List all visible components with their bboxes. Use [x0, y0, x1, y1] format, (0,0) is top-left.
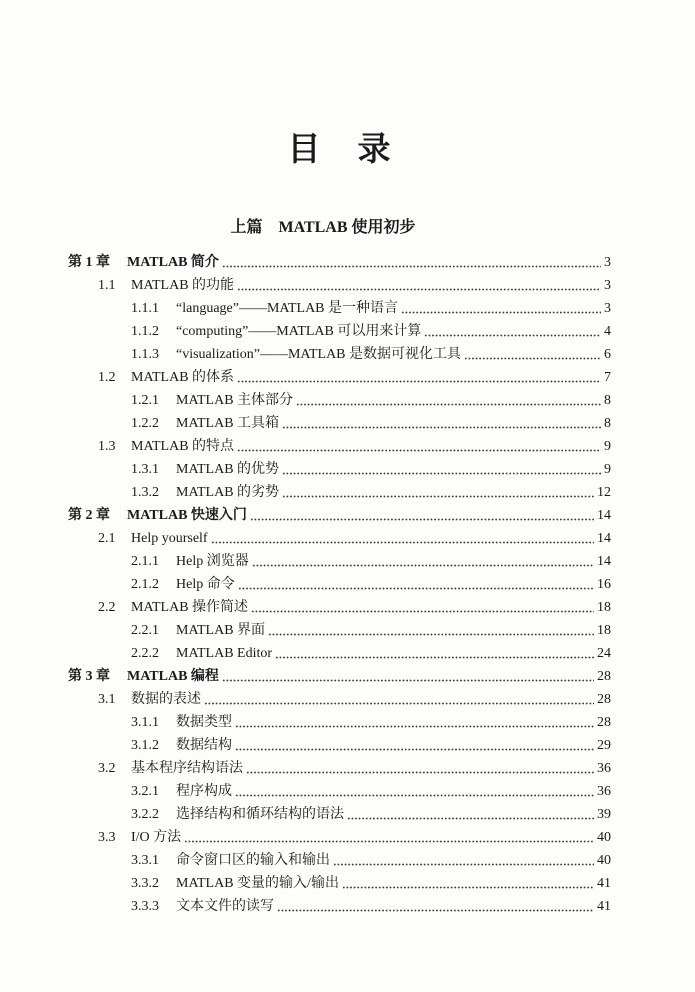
toc-subsection-row [68, 619, 611, 642]
dot-leader [235, 725, 594, 728]
dot-leader [250, 518, 594, 521]
dot-leader [222, 265, 601, 268]
toc-subsection-row [68, 389, 611, 412]
page-number: 39 [597, 807, 611, 822]
section-number: 3.1 [98, 692, 116, 707]
subsection-title: MATLAB 的劣势 [176, 485, 280, 500]
chapter-number: 第 2 章 [68, 508, 110, 523]
page-number: 36 [597, 784, 611, 799]
page-number: 16 [597, 577, 611, 592]
subsection-number: 3.3.3 [131, 899, 159, 914]
subsection-title: “language”——MATLAB 是一种语言 [176, 301, 399, 316]
subsection-number: 3.3.1 [131, 853, 159, 868]
dot-leader [464, 357, 601, 360]
page-number: 41 [597, 899, 611, 914]
toc-subsection-row [68, 711, 611, 734]
toc-chapter-row [68, 251, 611, 274]
subsection-number: 2.1.1 [131, 554, 159, 569]
section-title: 数据的表述 [131, 692, 201, 707]
page-number: 3 [604, 255, 611, 270]
section-title: I/O 方法 [131, 830, 182, 845]
subsection-title: 程序构成 [176, 784, 232, 799]
toc-chapter-row [68, 504, 611, 527]
dot-leader [235, 748, 594, 751]
subsection-number: 1.2.2 [131, 416, 159, 431]
page-number: 40 [597, 853, 611, 868]
section-number: 3.2 [98, 761, 116, 776]
subsection-number: 1.2.1 [131, 393, 159, 408]
section-number: 1.2 [98, 370, 116, 385]
toc-subsection-row [68, 481, 611, 504]
dot-leader [296, 403, 601, 406]
toc-subsection-row [68, 343, 611, 366]
page-number: 24 [597, 646, 611, 661]
part-heading: 上篇 MATLAB 使用初步 [230, 219, 416, 236]
section-number: 2.1 [98, 531, 116, 546]
toc-chapter-row [68, 665, 611, 688]
subsection-number: 1.3.1 [131, 462, 159, 477]
dot-leader [347, 817, 594, 820]
dot-leader [282, 426, 601, 429]
subsection-number: 1.1.1 [131, 301, 159, 316]
toc-subsection-row [68, 573, 611, 596]
dot-leader [277, 909, 594, 912]
page-number: 36 [597, 761, 611, 776]
toc-subsection-row [68, 803, 611, 826]
page-number: 28 [597, 669, 611, 684]
dot-leader [251, 610, 594, 613]
page-number: 28 [597, 692, 611, 707]
toc-subsection-row [68, 412, 611, 435]
table-of-contents [68, 251, 611, 918]
toc-subsection-row [68, 297, 611, 320]
dot-leader [204, 702, 594, 705]
page-number: 29 [597, 738, 611, 753]
subsection-number: 3.1.1 [131, 715, 159, 730]
toc-section-row [68, 366, 611, 389]
subsection-title: 选择结构和循环结构的语法 [176, 807, 344, 822]
toc-subsection-row [68, 895, 611, 918]
chapter-number: 第 1 章 [68, 255, 110, 270]
subsection-title: MATLAB 界面 [176, 623, 266, 638]
section-title: MATLAB 的特点 [131, 439, 235, 454]
toc-subsection-row [68, 458, 611, 481]
subsection-number: 2.2.1 [131, 623, 159, 638]
dot-leader [252, 564, 594, 567]
toc-subsection-row [68, 872, 611, 895]
toc-subsection-row [68, 642, 611, 665]
subsection-title: 命令窗口区的输入和输出 [176, 853, 330, 868]
toc-section-row [68, 688, 611, 711]
page-number: 3 [604, 301, 611, 316]
subsection-title: “visualization”——MATLAB 是数据可视化工具 [176, 347, 462, 362]
page-number: 9 [604, 462, 611, 477]
page-number: 6 [604, 347, 611, 362]
subsection-number: 2.1.2 [131, 577, 159, 592]
subsection-title: MATLAB 工具箱 [176, 416, 280, 431]
page-number: 14 [597, 554, 611, 569]
subsection-number: 3.3.2 [131, 876, 159, 891]
toc-section-row [68, 596, 611, 619]
dot-leader [237, 380, 601, 383]
page-number: 4 [604, 324, 611, 339]
page-number: 41 [597, 876, 611, 891]
page-number: 3 [604, 278, 611, 293]
subsection-number: 1.3.2 [131, 485, 159, 500]
toc-section-row [68, 435, 611, 458]
dot-leader [282, 495, 594, 498]
subsection-title: “computing”——MATLAB 可以用来计算 [176, 324, 422, 339]
page-number: 7 [604, 370, 611, 385]
dot-leader [237, 288, 601, 291]
section-number: 1.1 [98, 278, 116, 293]
toc-subsection-row [68, 780, 611, 803]
dot-leader [275, 656, 594, 659]
chapter-number: 第 3 章 [68, 669, 110, 684]
section-title: Help yourself [131, 531, 208, 546]
chapter-title: MATLAB 快速入门 [127, 508, 247, 523]
dot-leader [342, 886, 594, 889]
toc-section-row [68, 527, 611, 550]
subsection-title: Help 浏览器 [176, 554, 249, 569]
subsection-number: 2.2.2 [131, 646, 159, 661]
dot-leader [211, 541, 594, 544]
section-number: 2.2 [98, 600, 116, 615]
dot-leader [222, 679, 594, 682]
page-number: 18 [597, 600, 611, 615]
subsection-number: 3.2.1 [131, 784, 159, 799]
section-title: MATLAB 的功能 [131, 278, 235, 293]
subsection-title: 数据结构 [176, 738, 232, 753]
chapter-title: MATLAB 简介 [127, 255, 219, 270]
toc-section-row [68, 757, 611, 780]
page-number: 14 [597, 531, 611, 546]
dot-leader [184, 840, 594, 843]
subsection-number: 3.1.2 [131, 738, 159, 753]
page-number: 12 [597, 485, 611, 500]
section-number: 3.3 [98, 830, 116, 845]
page-number: 28 [597, 715, 611, 730]
subsection-title: 文本文件的读写 [176, 899, 274, 914]
section-title: 基本程序结构语法 [131, 761, 243, 776]
subsection-number: 3.2.2 [131, 807, 159, 822]
subsection-title: MATLAB 变量的输入/输出 [176, 876, 339, 891]
dot-leader [268, 633, 594, 636]
dot-leader [401, 311, 601, 314]
toc-subsection-row [68, 849, 611, 872]
dot-leader [235, 794, 594, 797]
dot-leader [237, 449, 601, 452]
subsection-title: Help 命令 [176, 577, 235, 592]
toc-subsection-row [68, 320, 611, 343]
page-number: 8 [604, 416, 611, 431]
dot-leader [238, 587, 594, 590]
page-number: 14 [597, 508, 611, 523]
dot-leader [246, 771, 594, 774]
subsection-title: 数据类型 [176, 715, 232, 730]
toc-subsection-row [68, 734, 611, 757]
page-title: 目 录 [287, 132, 393, 168]
dot-leader [424, 334, 601, 337]
page-number: 40 [597, 830, 611, 845]
section-number: 1.3 [98, 439, 116, 454]
subsection-number: 1.1.3 [131, 347, 159, 362]
section-title: MATLAB 的体系 [131, 370, 235, 385]
toc-section-row [68, 826, 611, 849]
dot-leader [333, 863, 594, 866]
subsection-title: MATLAB 的优势 [176, 462, 280, 477]
section-title: MATLAB 操作简述 [131, 600, 249, 615]
chapter-title: MATLAB 编程 [127, 669, 219, 684]
subsection-title: MATLAB 主体部分 [176, 393, 294, 408]
toc-section-row [68, 274, 611, 297]
subsection-number: 1.1.2 [131, 324, 159, 339]
page-number: 8 [604, 393, 611, 408]
dot-leader [282, 472, 601, 475]
page-number: 9 [604, 439, 611, 454]
subsection-title: MATLAB Editor [176, 646, 273, 661]
toc-subsection-row [68, 550, 611, 573]
page-number: 18 [597, 623, 611, 638]
